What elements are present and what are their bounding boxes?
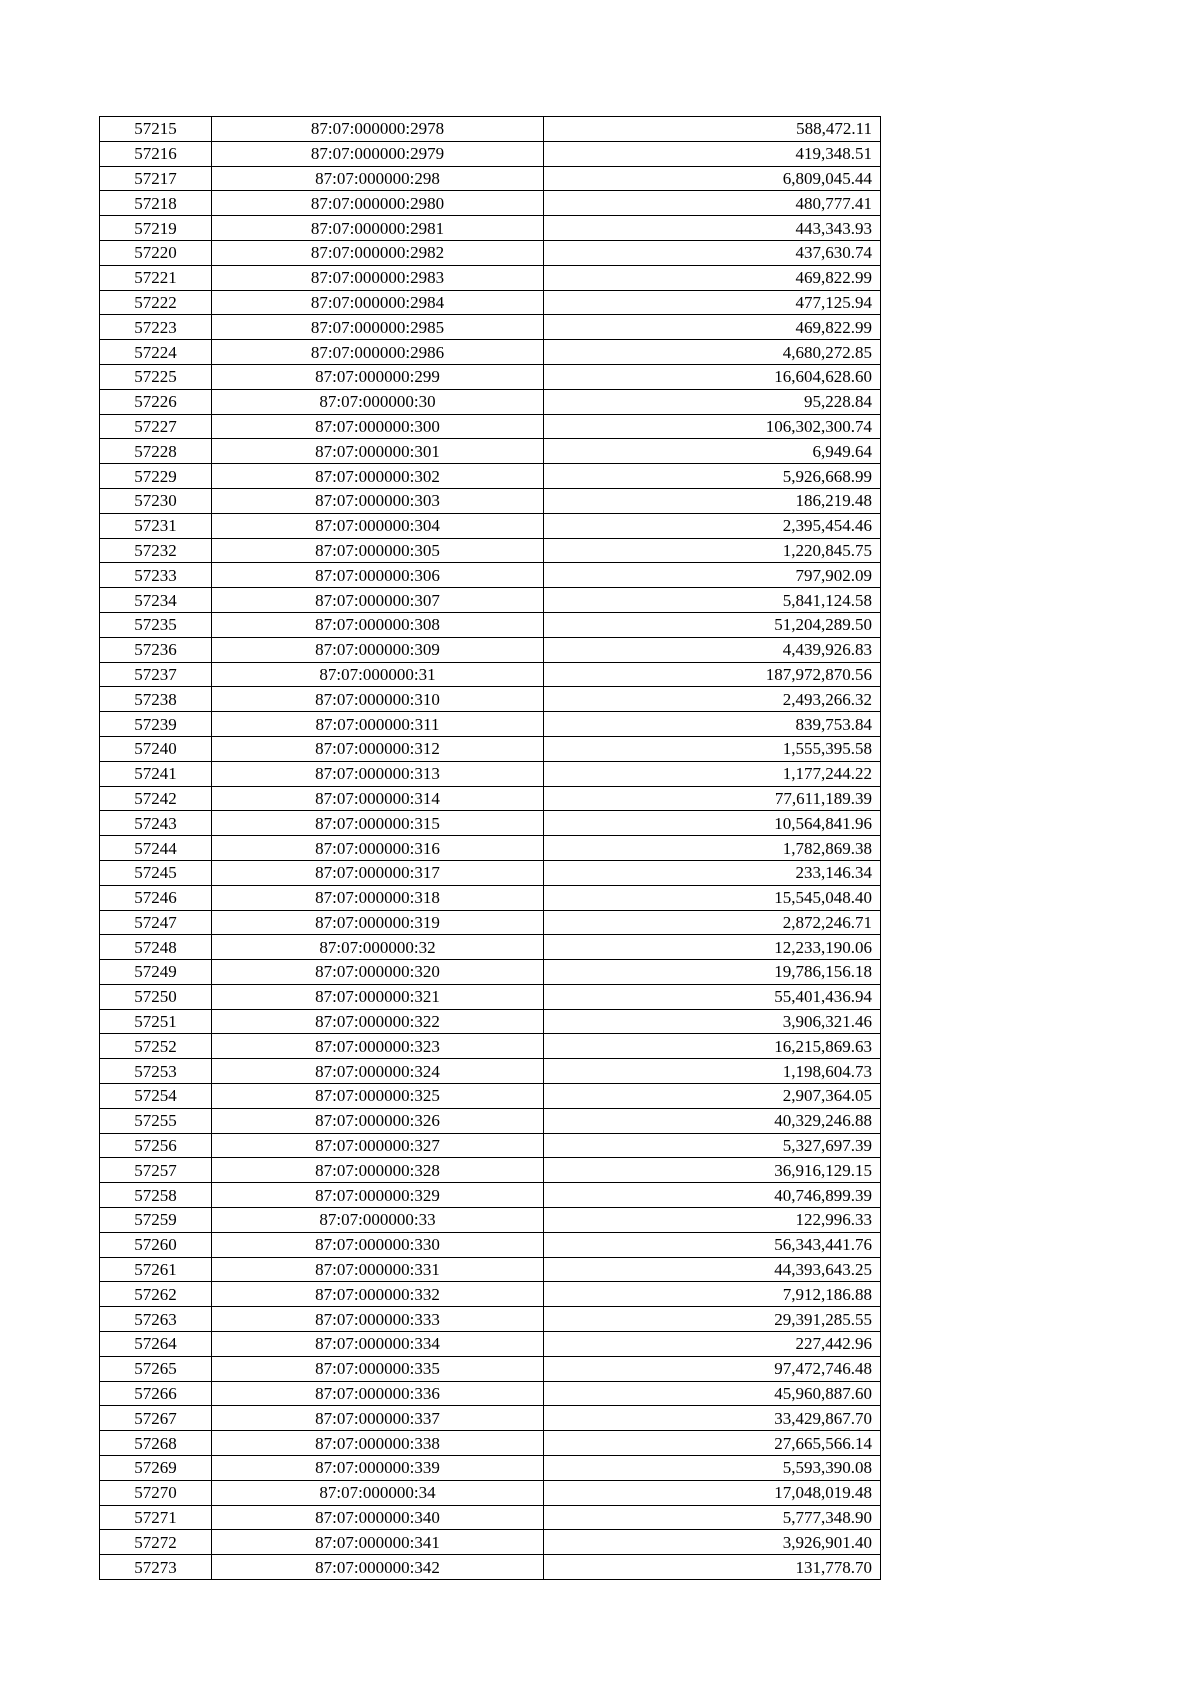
- row-number-cell: 57229: [100, 464, 212, 489]
- table-row: [100, 1108, 881, 1133]
- row-number-cell: 57224: [100, 340, 212, 365]
- row-number-cell: 57230: [100, 488, 212, 513]
- cadastral-number-cell: 87:07:000000:33: [212, 1208, 544, 1233]
- value-cell: 4,680,272.85: [544, 340, 881, 365]
- table-row: [100, 1059, 881, 1084]
- row-number-cell: 57260: [100, 1232, 212, 1257]
- cadastral-number-cell: 87:07:000000:338: [212, 1431, 544, 1456]
- table-row: [100, 1480, 881, 1505]
- value-cell: 186,219.48: [544, 488, 881, 513]
- cadastral-number-cell: 87:07:000000:302: [212, 464, 544, 489]
- value-cell: 33,429,867.70: [544, 1406, 881, 1431]
- cadastral-number-cell: 87:07:000000:2983: [212, 265, 544, 290]
- table-row: [100, 910, 881, 935]
- table-row: [100, 1208, 881, 1233]
- cadastral-number-cell: 87:07:000000:310: [212, 687, 544, 712]
- cadastral-number-cell: 87:07:000000:314: [212, 786, 544, 811]
- table-row: [100, 1356, 881, 1381]
- value-cell: 131,778.70: [544, 1555, 881, 1580]
- cadastral-number-cell: 87:07:000000:335: [212, 1356, 544, 1381]
- cadastral-number-cell: 87:07:000000:2982: [212, 240, 544, 265]
- value-cell: 839,753.84: [544, 712, 881, 737]
- cadastral-number-cell: 87:07:000000:306: [212, 563, 544, 588]
- value-cell: 2,395,454.46: [544, 513, 881, 538]
- row-number-cell: 57215: [100, 117, 212, 142]
- table-row: [100, 1332, 881, 1357]
- value-cell: 6,809,045.44: [544, 166, 881, 191]
- row-number-cell: 57258: [100, 1183, 212, 1208]
- table-row: [100, 216, 881, 241]
- value-cell: 7,912,186.88: [544, 1282, 881, 1307]
- table-row: [100, 1158, 881, 1183]
- cadastral-number-cell: 87:07:000000:317: [212, 860, 544, 885]
- row-number-cell: 57239: [100, 712, 212, 737]
- cadastral-number-cell: 87:07:000000:2978: [212, 117, 544, 142]
- table-row: [100, 960, 881, 985]
- cadastral-number-cell: 87:07:000000:305: [212, 538, 544, 563]
- table-row: [100, 265, 881, 290]
- table-row: [100, 1381, 881, 1406]
- value-cell: 4,439,926.83: [544, 637, 881, 662]
- row-number-cell: 57241: [100, 761, 212, 786]
- row-number-cell: 57252: [100, 1034, 212, 1059]
- cadastral-number-cell: 87:07:000000:34: [212, 1480, 544, 1505]
- value-cell: 5,926,668.99: [544, 464, 881, 489]
- row-number-cell: 57222: [100, 290, 212, 315]
- row-number-cell: 57216: [100, 141, 212, 166]
- row-number-cell: 57223: [100, 315, 212, 340]
- table-body: [100, 117, 881, 1580]
- value-cell: 40,329,246.88: [544, 1108, 881, 1133]
- value-cell: 16,604,628.60: [544, 364, 881, 389]
- row-number-cell: 57220: [100, 240, 212, 265]
- value-cell: 97,472,746.48: [544, 1356, 881, 1381]
- row-number-cell: 57243: [100, 811, 212, 836]
- value-cell: 15,545,048.40: [544, 885, 881, 910]
- table-row: [100, 637, 881, 662]
- row-number-cell: 57251: [100, 1009, 212, 1034]
- row-number-cell: 57235: [100, 612, 212, 637]
- value-cell: 227,442.96: [544, 1332, 881, 1357]
- value-cell: 122,996.33: [544, 1208, 881, 1233]
- cadastral-number-cell: 87:07:000000:2980: [212, 191, 544, 216]
- row-number-cell: 57247: [100, 910, 212, 935]
- value-cell: 27,665,566.14: [544, 1431, 881, 1456]
- value-cell: 40,746,899.39: [544, 1183, 881, 1208]
- cadastral-number-cell: 87:07:000000:320: [212, 960, 544, 985]
- value-cell: 2,907,364.05: [544, 1084, 881, 1109]
- cadastral-number-cell: 87:07:000000:313: [212, 761, 544, 786]
- row-number-cell: 57254: [100, 1084, 212, 1109]
- value-cell: 5,327,697.39: [544, 1133, 881, 1158]
- row-number-cell: 57244: [100, 836, 212, 861]
- table-row: [100, 141, 881, 166]
- row-number-cell: 57267: [100, 1406, 212, 1431]
- table-row: [100, 563, 881, 588]
- table-row: [100, 414, 881, 439]
- row-number-cell: 57265: [100, 1356, 212, 1381]
- row-number-cell: 57240: [100, 736, 212, 761]
- table-row: [100, 1084, 881, 1109]
- cadastral-number-cell: 87:07:000000:334: [212, 1332, 544, 1357]
- table-row: [100, 662, 881, 687]
- value-cell: 56,343,441.76: [544, 1232, 881, 1257]
- value-cell: 1,220,845.75: [544, 538, 881, 563]
- value-cell: 5,593,390.08: [544, 1456, 881, 1481]
- table-row: [100, 439, 881, 464]
- row-number-cell: 57226: [100, 389, 212, 414]
- cadastral-number-cell: 87:07:000000:321: [212, 984, 544, 1009]
- table-row: [100, 1555, 881, 1580]
- value-cell: 2,493,266.32: [544, 687, 881, 712]
- row-number-cell: 57268: [100, 1431, 212, 1456]
- table-row: [100, 464, 881, 489]
- cadastral-number-cell: 87:07:000000:325: [212, 1084, 544, 1109]
- table-row: [100, 191, 881, 216]
- value-cell: 1,177,244.22: [544, 761, 881, 786]
- row-number-cell: 57231: [100, 513, 212, 538]
- row-number-cell: 57272: [100, 1530, 212, 1555]
- row-number-cell: 57233: [100, 563, 212, 588]
- value-cell: 19,786,156.18: [544, 960, 881, 985]
- cadastral-number-cell: 87:07:000000:2986: [212, 340, 544, 365]
- row-number-cell: 57257: [100, 1158, 212, 1183]
- cadastral-value-table: [99, 116, 881, 1580]
- table-row: [100, 488, 881, 513]
- cadastral-number-cell: 87:07:000000:342: [212, 1555, 544, 1580]
- table-row: [100, 1505, 881, 1530]
- value-cell: 5,777,348.90: [544, 1505, 881, 1530]
- table-row: [100, 117, 881, 142]
- table-row: [100, 712, 881, 737]
- value-cell: 29,391,285.55: [544, 1307, 881, 1332]
- value-cell: 77,611,189.39: [544, 786, 881, 811]
- row-number-cell: 57246: [100, 885, 212, 910]
- row-number-cell: 57232: [100, 538, 212, 563]
- cadastral-number-cell: 87:07:000000:311: [212, 712, 544, 737]
- table-row: [100, 1307, 881, 1332]
- cadastral-number-cell: 87:07:000000:32: [212, 935, 544, 960]
- cadastral-number-cell: 87:07:000000:341: [212, 1530, 544, 1555]
- table-row: [100, 290, 881, 315]
- cadastral-number-cell: 87:07:000000:324: [212, 1059, 544, 1084]
- cadastral-number-cell: 87:07:000000:300: [212, 414, 544, 439]
- table-row: [100, 1009, 881, 1034]
- table-row: [100, 588, 881, 613]
- value-cell: 419,348.51: [544, 141, 881, 166]
- cadastral-number-cell: 87:07:000000:339: [212, 1456, 544, 1481]
- cadastral-number-cell: 87:07:000000:326: [212, 1108, 544, 1133]
- table-row: [100, 1530, 881, 1555]
- cadastral-number-cell: 87:07:000000:316: [212, 836, 544, 861]
- row-number-cell: 57227: [100, 414, 212, 439]
- cadastral-number-cell: 87:07:000000:298: [212, 166, 544, 191]
- table-row: [100, 885, 881, 910]
- cadastral-number-cell: 87:07:000000:30: [212, 389, 544, 414]
- value-cell: 45,960,887.60: [544, 1381, 881, 1406]
- row-number-cell: 57221: [100, 265, 212, 290]
- value-cell: 469,822.99: [544, 315, 881, 340]
- row-number-cell: 57263: [100, 1307, 212, 1332]
- table-row: [100, 811, 881, 836]
- table-row: [100, 364, 881, 389]
- row-number-cell: 57234: [100, 588, 212, 613]
- table-row: [100, 612, 881, 637]
- value-cell: 797,902.09: [544, 563, 881, 588]
- value-cell: 469,822.99: [544, 265, 881, 290]
- table-row: [100, 166, 881, 191]
- value-cell: 588,472.11: [544, 117, 881, 142]
- row-number-cell: 57242: [100, 786, 212, 811]
- cadastral-number-cell: 87:07:000000:2984: [212, 290, 544, 315]
- cadastral-number-cell: 87:07:000000:307: [212, 588, 544, 613]
- row-number-cell: 57261: [100, 1257, 212, 1282]
- value-cell: 443,343.93: [544, 216, 881, 241]
- value-cell: 95,228.84: [544, 389, 881, 414]
- value-cell: 12,233,190.06: [544, 935, 881, 960]
- table-row: [100, 1282, 881, 1307]
- cadastral-number-cell: 87:07:000000:308: [212, 612, 544, 637]
- row-number-cell: 57250: [100, 984, 212, 1009]
- row-number-cell: 57225: [100, 364, 212, 389]
- table-row: [100, 538, 881, 563]
- table-row: [100, 340, 881, 365]
- table-row: [100, 860, 881, 885]
- value-cell: 51,204,289.50: [544, 612, 881, 637]
- table-row: [100, 736, 881, 761]
- value-cell: 10,564,841.96: [544, 811, 881, 836]
- cadastral-number-cell: 87:07:000000:312: [212, 736, 544, 761]
- table-row: [100, 1232, 881, 1257]
- row-number-cell: 57256: [100, 1133, 212, 1158]
- value-cell: 6,949.64: [544, 439, 881, 464]
- table-row: [100, 935, 881, 960]
- table-row: [100, 1456, 881, 1481]
- table-row: [100, 786, 881, 811]
- row-number-cell: 57273: [100, 1555, 212, 1580]
- value-cell: 477,125.94: [544, 290, 881, 315]
- cadastral-number-cell: 87:07:000000:309: [212, 637, 544, 662]
- row-number-cell: 57237: [100, 662, 212, 687]
- table-row: [100, 1257, 881, 1282]
- row-number-cell: 57264: [100, 1332, 212, 1357]
- cadastral-number-cell: 87:07:000000:299: [212, 364, 544, 389]
- cadastral-number-cell: 87:07:000000:303: [212, 488, 544, 513]
- value-cell: 5,841,124.58: [544, 588, 881, 613]
- value-cell: 17,048,019.48: [544, 1480, 881, 1505]
- row-number-cell: 57266: [100, 1381, 212, 1406]
- value-cell: 16,215,869.63: [544, 1034, 881, 1059]
- table-row: [100, 1034, 881, 1059]
- table-row: [100, 315, 881, 340]
- value-cell: 44,393,643.25: [544, 1257, 881, 1282]
- cadastral-number-cell: 87:07:000000:329: [212, 1183, 544, 1208]
- cadastral-number-cell: 87:07:000000:333: [212, 1307, 544, 1332]
- row-number-cell: 57259: [100, 1208, 212, 1233]
- table-row: [100, 687, 881, 712]
- value-cell: 480,777.41: [544, 191, 881, 216]
- cadastral-number-cell: 87:07:000000:2979: [212, 141, 544, 166]
- value-cell: 106,302,300.74: [544, 414, 881, 439]
- value-cell: 2,872,246.71: [544, 910, 881, 935]
- value-cell: 3,926,901.40: [544, 1530, 881, 1555]
- table-row: [100, 836, 881, 861]
- row-number-cell: 57249: [100, 960, 212, 985]
- table-row: [100, 761, 881, 786]
- cadastral-number-cell: 87:07:000000:328: [212, 1158, 544, 1183]
- row-number-cell: 57255: [100, 1108, 212, 1133]
- row-number-cell: 57262: [100, 1282, 212, 1307]
- row-number-cell: 57228: [100, 439, 212, 464]
- table-row: [100, 1431, 881, 1456]
- cadastral-number-cell: 87:07:000000:2981: [212, 216, 544, 241]
- value-cell: 437,630.74: [544, 240, 881, 265]
- row-number-cell: 57236: [100, 637, 212, 662]
- row-number-cell: 57253: [100, 1059, 212, 1084]
- cadastral-number-cell: 87:07:000000:323: [212, 1034, 544, 1059]
- row-number-cell: 57238: [100, 687, 212, 712]
- value-cell: 233,146.34: [544, 860, 881, 885]
- value-cell: 1,782,869.38: [544, 836, 881, 861]
- table-row: [100, 389, 881, 414]
- cadastral-number-cell: 87:07:000000:31: [212, 662, 544, 687]
- row-number-cell: 57269: [100, 1456, 212, 1481]
- cadastral-number-cell: 87:07:000000:337: [212, 1406, 544, 1431]
- cadastral-number-cell: 87:07:000000:331: [212, 1257, 544, 1282]
- cadastral-number-cell: 87:07:000000:319: [212, 910, 544, 935]
- table-row: [100, 1183, 881, 1208]
- cadastral-number-cell: 87:07:000000:301: [212, 439, 544, 464]
- cadastral-number-cell: 87:07:000000:2985: [212, 315, 544, 340]
- cadastral-number-cell: 87:07:000000:327: [212, 1133, 544, 1158]
- row-number-cell: 57219: [100, 216, 212, 241]
- table-row: [100, 1133, 881, 1158]
- cadastral-number-cell: 87:07:000000:336: [212, 1381, 544, 1406]
- cadastral-number-cell: 87:07:000000:304: [212, 513, 544, 538]
- cadastral-number-cell: 87:07:000000:332: [212, 1282, 544, 1307]
- row-number-cell: 57270: [100, 1480, 212, 1505]
- row-number-cell: 57218: [100, 191, 212, 216]
- row-number-cell: 57217: [100, 166, 212, 191]
- row-number-cell: 57245: [100, 860, 212, 885]
- value-cell: 187,972,870.56: [544, 662, 881, 687]
- value-cell: 55,401,436.94: [544, 984, 881, 1009]
- row-number-cell: 57271: [100, 1505, 212, 1530]
- table-row: [100, 1406, 881, 1431]
- value-cell: 1,555,395.58: [544, 736, 881, 761]
- cadastral-number-cell: 87:07:000000:322: [212, 1009, 544, 1034]
- row-number-cell: 57248: [100, 935, 212, 960]
- value-cell: 36,916,129.15: [544, 1158, 881, 1183]
- table-row: [100, 513, 881, 538]
- table-row: [100, 240, 881, 265]
- cadastral-number-cell: 87:07:000000:318: [212, 885, 544, 910]
- value-cell: 1,198,604.73: [544, 1059, 881, 1084]
- cadastral-number-cell: 87:07:000000:315: [212, 811, 544, 836]
- cadastral-number-cell: 87:07:000000:340: [212, 1505, 544, 1530]
- cadastral-number-cell: 87:07:000000:330: [212, 1232, 544, 1257]
- value-cell: 3,906,321.46: [544, 1009, 881, 1034]
- table-row: [100, 984, 881, 1009]
